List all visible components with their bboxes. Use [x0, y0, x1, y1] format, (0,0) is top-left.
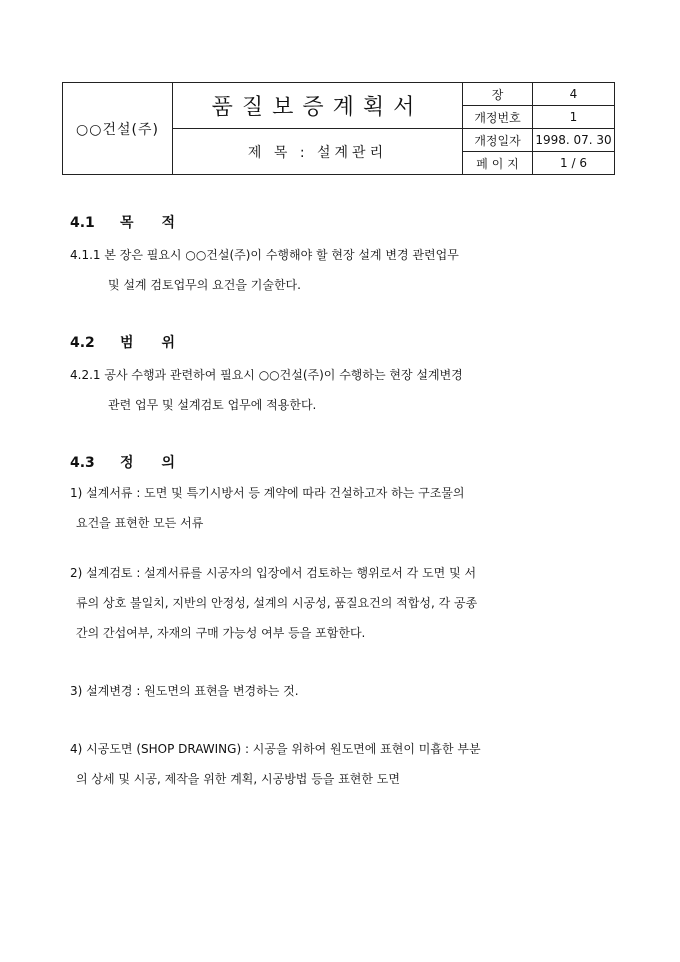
definition-line: 요건을 표현한 모든 서류 — [76, 516, 204, 530]
section-title: 정의 — [120, 455, 204, 471]
section-heading-definitions — [70, 452, 203, 472]
definition-line: 3) 설계변경 : 원도면의 표현을 변경하는 것. — [70, 684, 299, 698]
section-number: 4.2 — [70, 335, 95, 351]
definition-line: 4) 시공도면 (SHOP DRAWING) : 시공을 위하여 원도면에 표현이 미흡한 부분 — [70, 742, 481, 756]
revision-date-label: 개정일자 — [463, 129, 533, 152]
section-title: 목적 — [120, 215, 204, 231]
document-subject: 제 목 : 설계관리 — [173, 129, 463, 175]
company-name: ○○건설(주) — [63, 83, 173, 175]
page-value: 1 / 6 — [533, 152, 615, 175]
chapter-value: 4 — [533, 83, 615, 106]
paragraph-line: 4.2.1 공사 수행과 관련하여 필요시 ○○건설(주)이 수행하는 현장 설계변경 — [70, 368, 463, 382]
chapter-label: 장 — [463, 83, 533, 106]
paragraph-line: 관련 업무 및 설계검토 업무에 적용한다. — [108, 398, 317, 412]
document-title: 품질보증계획서 — [173, 83, 463, 129]
section-number: 4.1 — [70, 215, 95, 231]
section-heading-purpose — [70, 212, 203, 232]
document-header-table — [62, 82, 615, 175]
definition-line: 2) 설계검토 : 설계서류를 시공자의 입장에서 검토하는 행위로서 각 도면 및 서 — [70, 566, 477, 580]
definition-line: 류의 상호 불일치, 지반의 안정성, 설계의 시공성, 품질요건의 적합성, 각 공종 — [76, 596, 478, 610]
section-title: 범위 — [120, 335, 204, 351]
definition-line: 의 상세 및 시공, 제작을 위한 계획, 시공방법 등을 표현한 도면 — [76, 772, 400, 786]
definition-line: 간의 간섭여부, 자재의 구매 가능성 여부 등을 포함한다. — [76, 626, 366, 640]
paragraph-line: 및 설계 검토업무의 요건을 기술한다. — [108, 278, 301, 292]
section-number: 4.3 — [70, 455, 95, 471]
section-heading-scope — [70, 332, 203, 352]
revision-date-value: 1998. 07. 30 — [533, 129, 615, 152]
revision-number-label: 개정번호 — [463, 106, 533, 129]
paragraph-line: 4.1.1 본 장은 필요시 ○○건설(주)이 수행해야 할 현장 설계 변경 관련업무 — [70, 248, 459, 262]
definition-line: 1) 설계서류 : 도면 및 특기시방서 등 계약에 따라 건설하고자 하는 구조물의 — [70, 486, 465, 500]
revision-number-value: 1 — [533, 106, 615, 129]
page-label: 페 이 지 — [463, 152, 533, 175]
